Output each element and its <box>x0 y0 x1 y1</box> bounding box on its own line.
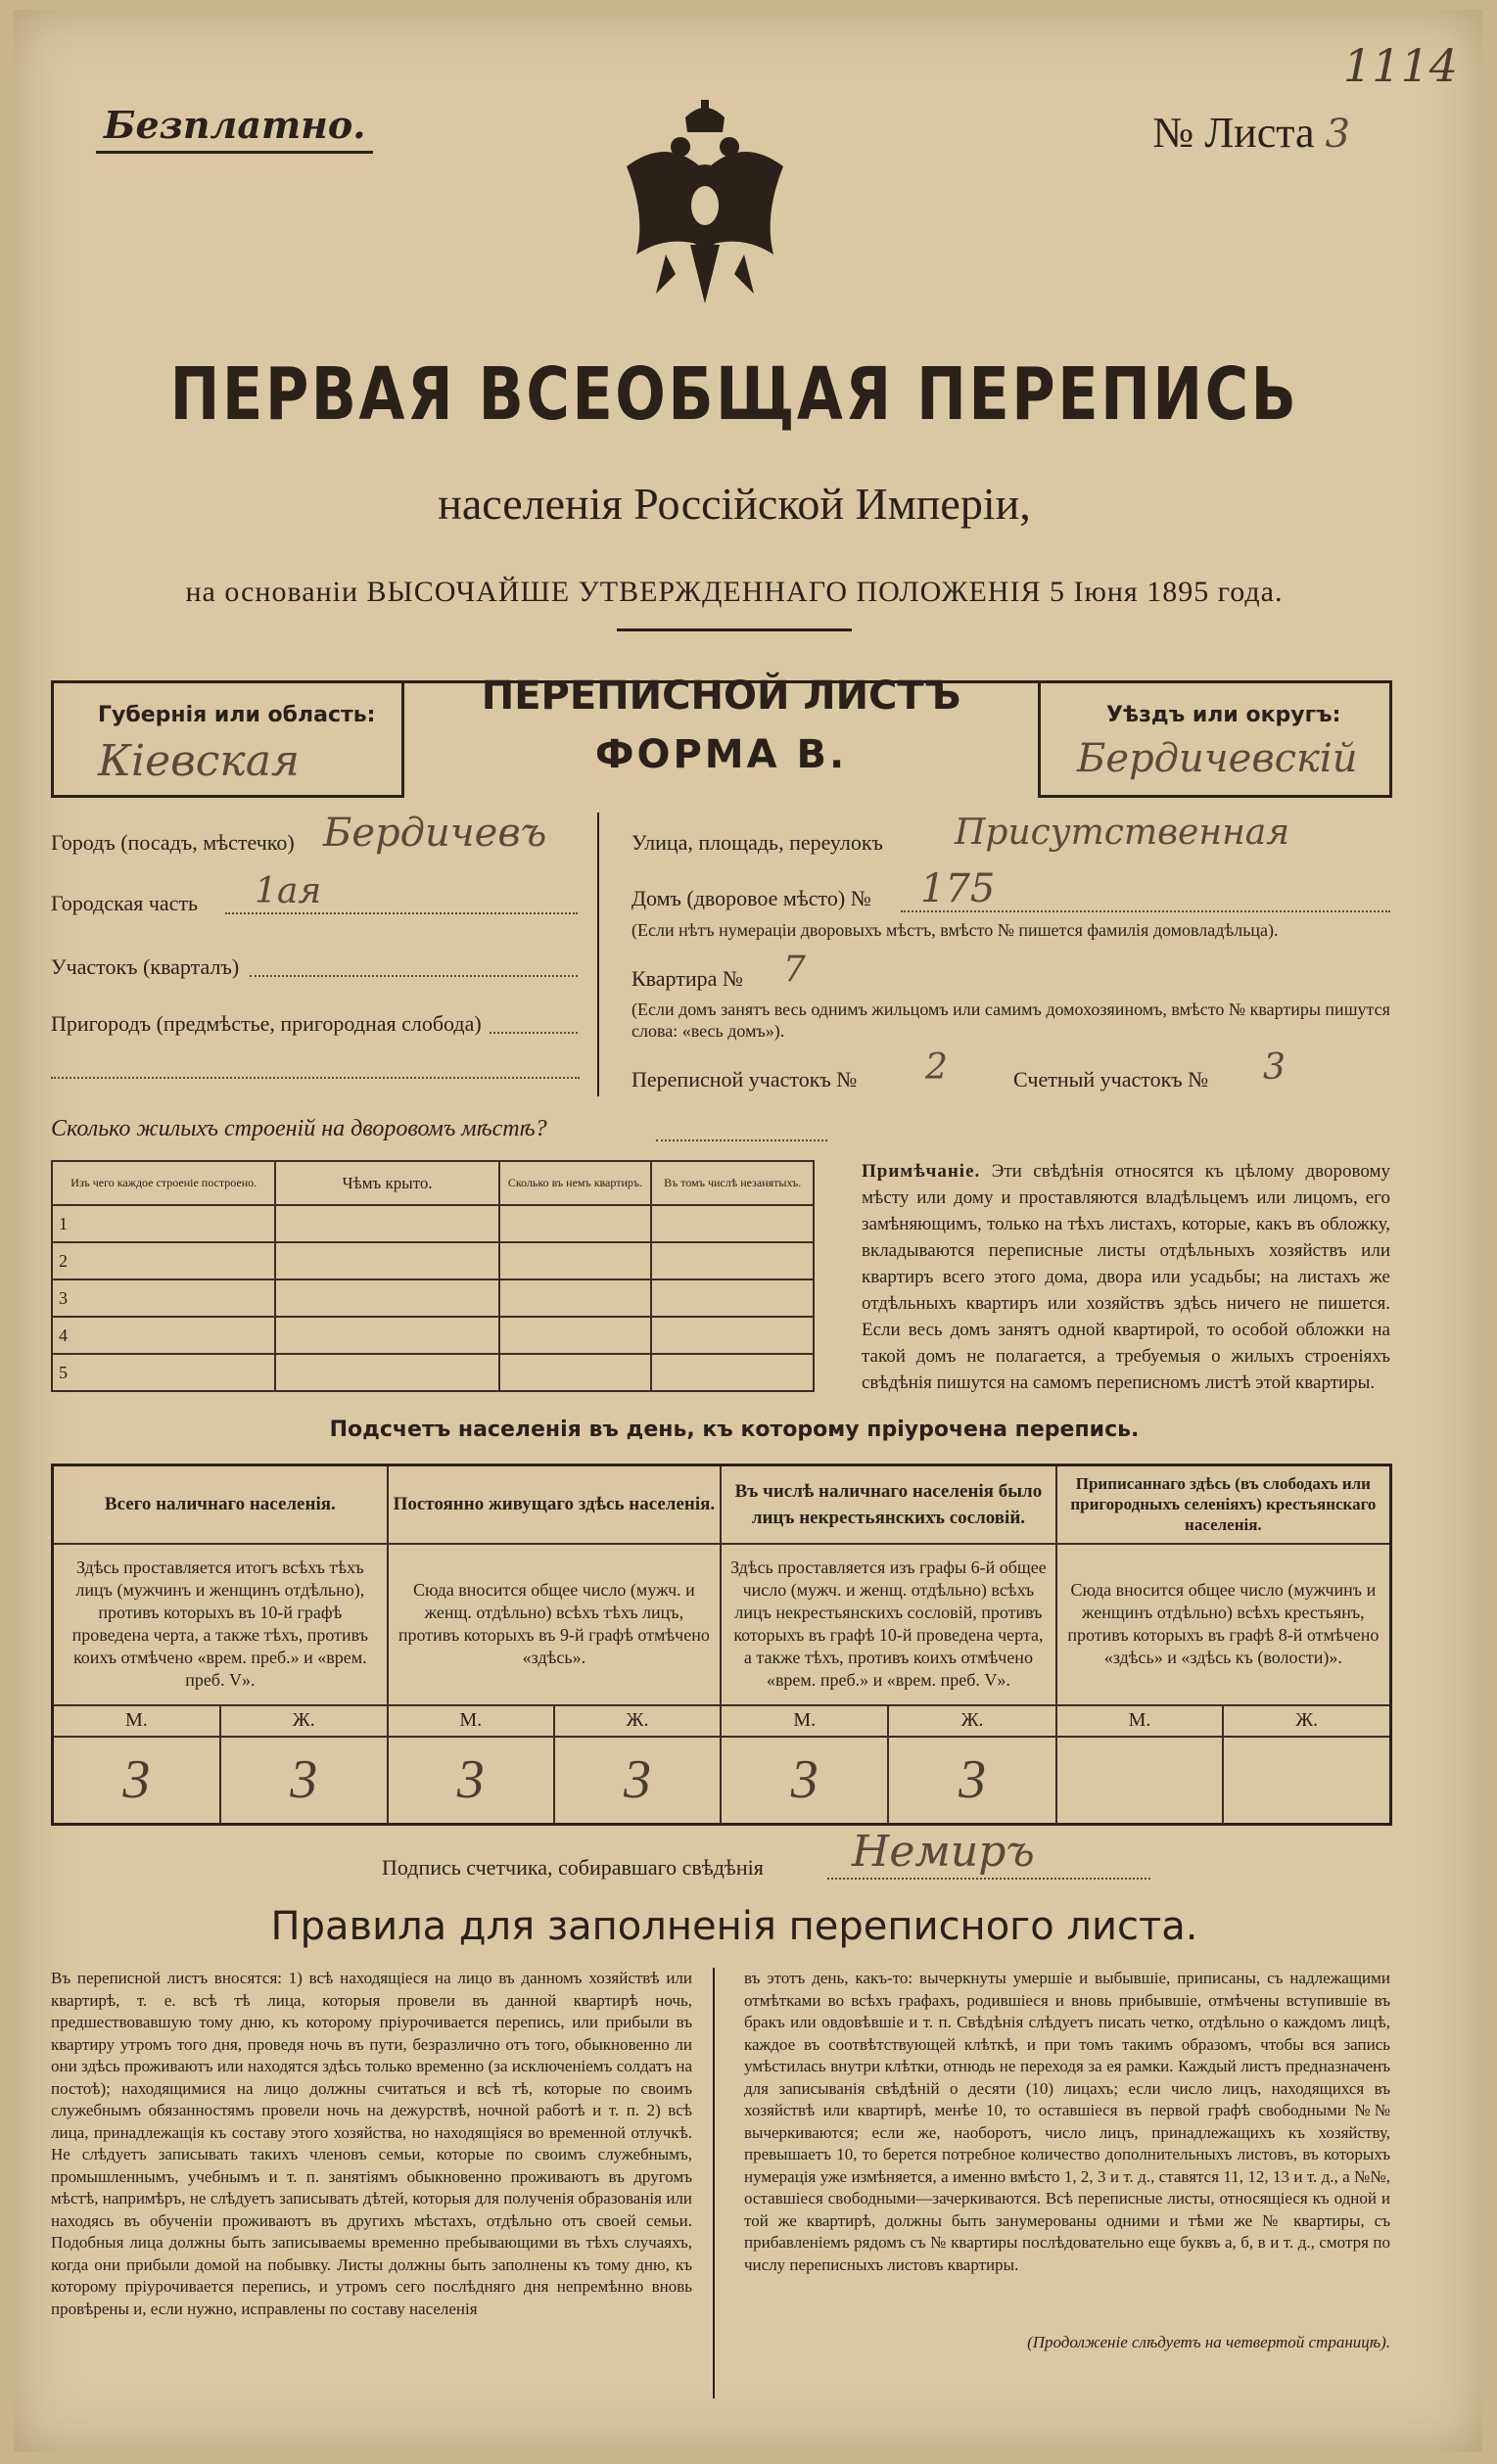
note-label: Примѣчаніе. <box>862 1161 981 1182</box>
tally-description: Сюда вносится общее число (мужч. и женщ. отдѣльно) всѣхъ тѣхъ лицъ, противъ которыхъ въ 9-й графѣ отмѣчено «здѣсь». <box>388 1544 721 1705</box>
tally-value: 3 <box>888 1737 1055 1825</box>
uezd-label: Уѣздъ или округъ: <box>1106 703 1341 727</box>
sheet-title: ПЕРЕПИСНОЙ ЛИСТЪ <box>481 674 961 719</box>
table-row: 5 <box>52 1354 275 1391</box>
suburb-line <box>51 1077 580 1079</box>
city-value: Бердичевъ <box>323 811 547 856</box>
house-note: (Если нѣтъ нумераціи дворовыхъ мѣстъ, вмѣсто № пишется фамилія домовладѣльца). <box>632 920 1279 940</box>
house-line <box>901 910 1390 912</box>
suburb-line <box>490 1032 578 1034</box>
census-area-value: 2 <box>925 1047 948 1088</box>
female-label: Ж. <box>1223 1705 1390 1737</box>
rules-title: Правила для заполненія переписного листа. <box>270 1904 1198 1949</box>
female-label: Ж. <box>220 1705 388 1737</box>
tally-description: Здѣсь проставляется изъ графы 6-й общее число (мужч. и женщ. отдѣльно) всѣхъ лицъ некрестьянскихъ сословій, противъ которыхъ въ графѣ 10-й проведена черта, а также тѣхъ, противъ коихъ отмѣчено «врем. преб.» и «врем. преб. V». <box>721 1544 1056 1705</box>
buildings-header: Изъ чего каждое строеніе построено. <box>52 1161 275 1205</box>
count-area-label: Счетный участокъ № <box>1013 1067 1209 1092</box>
district-label: Участокъ (кварталъ) <box>51 954 240 979</box>
tally-value <box>1223 1737 1390 1825</box>
free-label: Безплатно. <box>96 103 373 154</box>
tally-value: 3 <box>554 1737 721 1825</box>
apartment-note: (Если домъ занятъ весь однимъ жильцомъ или самимъ домохозяиномъ, вмѣсто № квартиры пишутся слова: «весь домъ»). <box>632 1000 1390 1041</box>
count-area-value: 3 <box>1263 1047 1286 1088</box>
legal-basis: на основаніи ВЫСОЧАЙШЕ УТВЕРЖДЕННАГО ПОЛОЖЕНІЯ 5 Іюня 1895 года. <box>185 576 1284 608</box>
tally-value <box>1056 1737 1224 1825</box>
divider <box>597 813 599 1096</box>
male-label: М. <box>1056 1705 1224 1737</box>
buildings-header: Въ томъ числѣ незанятыхъ. <box>651 1161 814 1205</box>
apartment-label: Квартира № <box>632 966 743 991</box>
note-text: Эти свѣдѣнія относятся къ цѣлому дворовому мѣсту или дому и проставляются владѣльцемъ или лицомъ, его замѣняющимъ, только на тѣхъ листахъ, которые, какъ въ обложку, вкладываются переписные листы отдѣльныхъ хозяйствъ или квартиръ всего этого дома, двора или усадьбы; на листахъ же отдѣльныхъ квартиръ или хозяйствъ здѣсь ничего не пишется. Если весь домъ занятъ одной квартирой, то особой обложки на такой домъ не полагается, а требуемыя о жилыхъ строеніяхъ свѣдѣнія пишутся на самомъ переписномъ листѣ этой квартиры. <box>862 1161 1390 1393</box>
rules-left-column: Въ переписной листъ вносятся: 1) всѣ находящіеся на лицо въ данномъ хозяйствѣ или квартирѣ, т. е. всѣ тѣ лица, которыя провели въ данной квартирѣ ночь, предшествовавшую тому дню, къ которому пріурочивается перепись, или прибыли въ квартиру утромъ того дня, проведя ночь въ пути, безразлично отъ того, обыкновенно ли они здѣсь проживаютъ или находятся здѣсь только временно (за исключеніемъ солдатъ на постоѣ); находящимися на лицо должны считаться и всѣ тѣ, которые по своимъ служебнымъ обязанностямъ провели ночь на дежурствѣ, ночной работѣ и т. п. 2) всѣ лица, принадлежащія къ составу этого хозяйства, но находящіяся во временной отлучкѣ. Не слѣдуетъ записывать такихъ членовъ семьи, которые по своимъ служебнымъ, промышленнымъ, учебнымъ и т. п. занятіямъ обыкновенно проживаютъ въ другомъ мѣстѣ, напримѣръ, не слѣдуетъ записывать дѣтей, которыя для полученія образованія или находясь въ обученіи проживаютъ въ другихъ мѣстахъ, отдѣльно отъ своей семьи. Подобныя лица должны быть записываемы временно пребывающими въ тѣхъ случаяхъ, когда они прибыли домой на побывку. Листы должны быть заполнены къ тому дню, къ которому пріурочивается перепись, и утромъ сего послѣдняго дня непремѣнно вновь провѣрены и, если нужно, исправлены по составу населенія <box>51 1969 692 2318</box>
table-row: 4 <box>52 1317 275 1354</box>
sheet-number-label: № Листа <box>1152 109 1315 157</box>
apartment-value: 7 <box>783 950 806 990</box>
district-line <box>250 975 578 977</box>
rules-continued: (Продолженіе слѣдуетъ на четвертой страницѣ). <box>1027 2333 1390 2351</box>
table-row: 1 <box>52 1205 275 1242</box>
tally-header: Постоянно живущаго здѣсь населенія. <box>388 1465 721 1544</box>
census-area-label: Переписной участокъ № <box>632 1067 858 1092</box>
form-title: ФОРМА В. <box>594 732 848 777</box>
divider <box>713 1968 715 2398</box>
page-title: ПЕРВАЯ ВСЕОБЩАЯ ПЕРЕПИСЬ <box>169 352 1299 437</box>
divider <box>1389 680 1392 798</box>
male-label: М. <box>721 1705 888 1737</box>
suburb-label: Пригородъ (предмѣстье, пригородная слобода) <box>51 1011 482 1036</box>
divider <box>617 628 852 631</box>
tally-title: Подсчетъ населенія въ день, къ которому пріурочена перепись. <box>329 1418 1140 1442</box>
buildings-header: Чѣмъ крыто. <box>275 1161 498 1205</box>
gubernia-label: Губернія или область: <box>98 703 376 727</box>
tally-table <box>51 1464 1392 1826</box>
imperial-eagle-icon <box>607 98 803 323</box>
male-label: М. <box>388 1705 554 1737</box>
signature-value: Немиръ <box>852 1827 1035 1877</box>
table-row: 3 <box>52 1279 275 1317</box>
town-part-line <box>225 912 578 914</box>
house-label: Домъ (дворовое мѣсто) № <box>632 886 871 910</box>
tally-description: Сюда вносится общее число (мужчинъ и женщинъ отдѣльно) всѣхъ крестьянъ, противъ которыхъ въ графѣ 8-й отмѣчено «здѣсь» и «здѣсь къ (волости)». <box>1056 1544 1391 1705</box>
tally-header: Всего наличнаго населенія. <box>53 1465 388 1544</box>
house-value: 175 <box>920 866 996 911</box>
tally-header: Въ числѣ наличнаго населенія было лицъ некрестьянскихъ сословій. <box>721 1465 1056 1544</box>
page-subtitle: населенія Россійской Имперіи, <box>438 479 1031 529</box>
town-part-label: Городская часть <box>51 891 199 915</box>
female-label: Ж. <box>554 1705 721 1737</box>
male-label: М. <box>53 1705 220 1737</box>
table-row: 2 <box>52 1242 275 1279</box>
tally-value: 3 <box>53 1737 220 1825</box>
divider <box>51 795 404 798</box>
tally-header: Приписаннаго здѣсь (въ слободахъ или пригородныхъ селеніяхъ) крестьянскаго населенія. <box>1056 1465 1391 1544</box>
town-part-value: 1ая <box>255 871 322 911</box>
sheet-number <box>1152 108 1350 158</box>
female-label: Ж. <box>888 1705 1055 1737</box>
tally-value: 3 <box>721 1737 888 1825</box>
archive-number: 1114 <box>1342 39 1458 92</box>
divider <box>1038 795 1392 798</box>
signature-label: Подпись счетчика, собиравшаго свѣдѣнія <box>382 1855 764 1880</box>
street-value: Присутственная <box>955 813 1290 853</box>
tally-value: 3 <box>388 1737 554 1825</box>
tally-description: Здѣсь проставляется итогъ всѣхъ тѣхъ лицъ (мужчинъ и женщинъ отдѣльно), противъ которыхъ въ 10-й графѣ проведена черта, а также тѣхъ, противъ коихъ отмѣчено «врем. преб.» и «врем. преб. V». <box>53 1544 388 1705</box>
divider <box>1038 680 1041 798</box>
buildings-question: Сколько жилыхъ строеній на дворовомъ мѣстѣ? <box>51 1116 547 1141</box>
street-label: Улица, площадь, переулокъ <box>632 830 883 855</box>
sheet-number-value: 3 <box>1325 112 1350 157</box>
gubernia-value: Кіевская <box>98 736 301 786</box>
signature-line <box>827 1878 1150 1880</box>
city-label: Городъ (посадъ, мѣстечко) <box>51 830 295 855</box>
uezd-value: Бердичевскій <box>1077 736 1358 781</box>
rules-right-column: въ этотъ день, какъ-то: вычеркнуты умершіе и выбывшіе, приписаны, съ надлежащими отмѣтками во всѣхъ графахъ, родившіеся и вновь прибывшіе, отмѣчены вступившіе въ бракъ или овдовѣвшіе и т. п. Свѣдѣнія слѣдуетъ писать четко, отдѣльно о каждомъ лицѣ, каждое въ соотвѣтствующей клѣткѣ, и при томъ такимъ образомъ, чтобы вся запись умѣстилась внутри клѣтки, отнюдь не переходя за ея рамки. Каждый листъ предназначенъ для записыванія свѣдѣній о десяти (10) лицахъ; если число лицъ, находящихся въ хозяйствѣ или квартирѣ, менѣе 10, то оставшіеся въ первой графѣ свободными №№ вычеркиваются; если же, наоборотъ, число лицъ, принадлежащихъ къ хозяйству, превышаетъ 10, то берется потребное количество дополнительныхъ листовъ, въ которыхъ нумерація уже измѣняется, а именно вмѣсто 1, 2, 3 и т. д., ставятся 11, 12, 13 и т. д., а №№, оставшіеся свободными—зачеркиваются. Всѣ переписные листы, относящіеся къ одной и той же квартирѣ, должны быть занумерованы одними и тѣми же № квартиры, съ прибавленіемъ рядомъ съ № квартиры послѣдовательно еще буквъ а, б, в и т. д., смотря по числу переписныхъ листовъ квартиры. <box>744 1969 1390 2274</box>
buildings-line <box>656 1139 827 1141</box>
buildings-table <box>51 1160 815 1392</box>
buildings-header: Сколько въ немъ квартиръ. <box>499 1161 652 1205</box>
note <box>862 1158 1390 1396</box>
divider <box>51 680 54 798</box>
tally-value: 3 <box>220 1737 388 1825</box>
